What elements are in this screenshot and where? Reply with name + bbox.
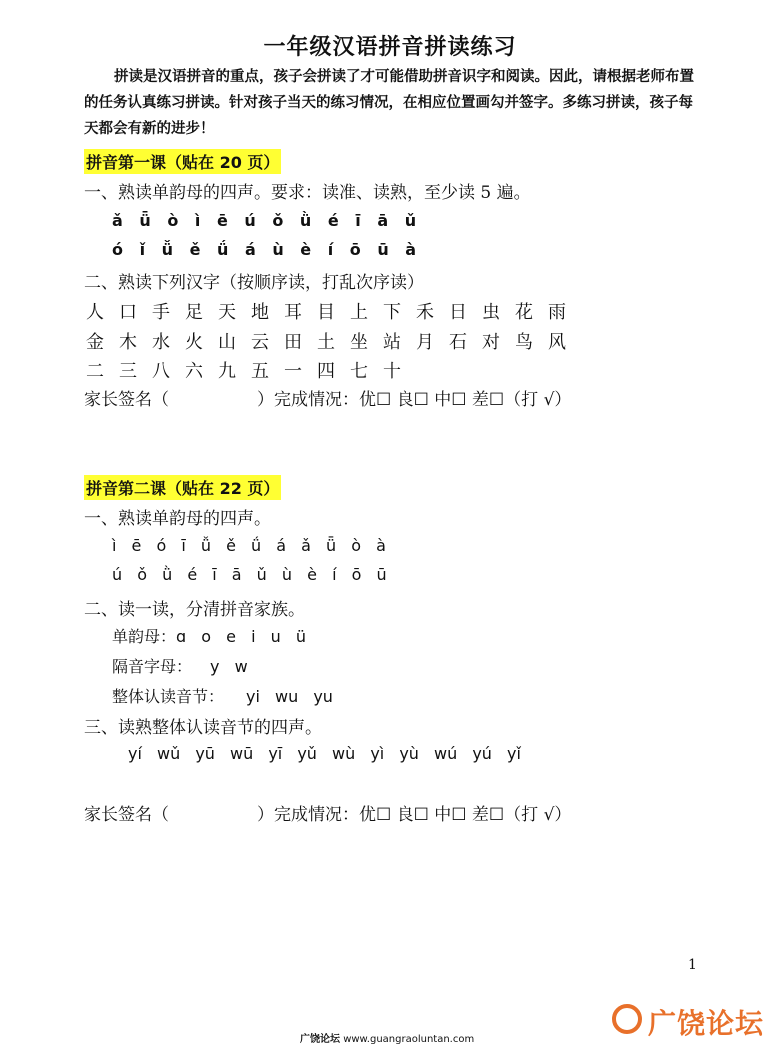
whole-syllables-list: yi wu yu: [246, 687, 333, 706]
lesson1-sign-line: [84, 385, 571, 410]
footer-url[interactable]: www.guangraoluntan.com: [343, 1034, 475, 1045]
completion-status: ）完成情况：优☐ 良☐ 中☐ 差☐（打 √）: [257, 390, 572, 410]
intro-paragraph: 拼读是汉语拼音的重点，孩子会拼读了才可能借助拼音识字和阅读。因此，请根据老师布置的任务认真练习拼读。针对孩子当天的练习情况，在相应位置画勾并签字。多练习拼读，孩子每天都会有新的进步！: [84, 69, 694, 137]
lesson1-pinyin-row2: ó ǐ ǚ ě ǘ á ù è í ō ū à: [112, 240, 417, 259]
logo-text: 广饶论坛: [648, 1007, 765, 1040]
lesson2-task2: 二、读一读，分清拼音家族。: [84, 600, 305, 620]
lesson1-heading: 拼音第一课（贴在 20 页）: [84, 149, 281, 174]
whole-syllables-line: [112, 684, 333, 707]
footer-site-name: 广饶论坛: [300, 1034, 340, 1045]
lesson1-task2: 二、熟读下列汉字（按顺序读，打乱次序读）: [84, 273, 424, 293]
lesson1-task1: 一、熟读单韵母的四声。要求：读准、读熟，至少读 5 遍。: [84, 183, 531, 203]
lesson2-heading: 拼音第二课（贴在 22 页）: [84, 475, 281, 500]
lesson2-sign-line: [84, 800, 571, 825]
parent-sign-label: 家长签名（: [84, 805, 169, 825]
parent-sign-label: 家长签名（: [84, 390, 169, 410]
separator-list: y w: [210, 657, 248, 676]
site-logo: [612, 1000, 772, 1040]
lesson1-hanzi-row1: 人口手足天地耳目上下禾日虫花雨: [86, 302, 581, 323]
vowels-line: [112, 624, 306, 647]
separator-label: 隔音字母：: [112, 657, 193, 676]
lesson2-task1: 一、熟读单韵母的四声。: [84, 509, 271, 529]
lesson2-pinyin-row2: ú ǒ ǜ é ī ā ǔ ù è í ō ū: [112, 565, 387, 584]
whole-syllables-label: 整体认读音节：: [112, 687, 225, 706]
vowels-label: 单韵母：: [112, 627, 177, 646]
page-number: 1: [688, 957, 697, 973]
lesson2-pinyin-row1: ì ē ó ī ǚ ě ǘ á ǎ ǖ ò à: [112, 536, 386, 555]
lesson1-hanzi-row2: 金木水火山云田土坐站月石对鸟风: [86, 332, 581, 353]
lesson2-syllables-row: yí wǔ yū wū yī yǔ wù yì yù wú yú yǐ: [128, 744, 521, 763]
separator-letters-line: [112, 654, 248, 677]
completion-status: ）完成情况：优☐ 良☐ 中☐ 差☐（打 √）: [257, 805, 572, 825]
lesson1-hanzi-row3: 二三八六九五一四七十: [86, 361, 416, 382]
lesson2-task3: 三、读熟整体认读音节的四声。: [84, 718, 322, 738]
vowels-list: ɑ o e i u ü: [176, 627, 306, 646]
page-title: 一年级汉语拼音拼读练习: [263, 35, 517, 60]
page-footer: [300, 1030, 474, 1045]
lesson1-pinyin-row1: ǎ ǖ ò ì ē ú ǒ ǜ é ī ā ǔ: [112, 211, 417, 230]
logo-ring-icon: [612, 1004, 642, 1034]
